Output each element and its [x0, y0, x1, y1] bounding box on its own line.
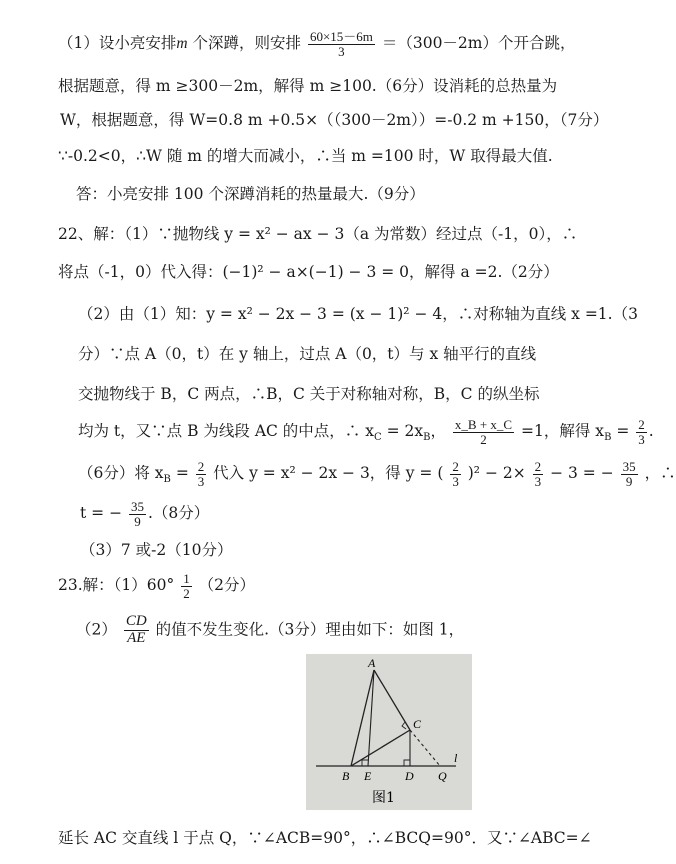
fraction — [621, 460, 638, 488]
label-E: E — [364, 769, 372, 783]
frac-num: x_B + x_C — [454, 417, 513, 432]
frac-den: 2 — [183, 585, 190, 601]
frac-den: 3 — [638, 431, 645, 447]
fraction — [450, 460, 461, 488]
label-D: D — [405, 769, 414, 783]
line-text: 个深蹲，则安排 — [187, 34, 302, 53]
line-text: t = − — [80, 504, 123, 523]
line-text: ∵-0.2<0，∴W 随 m 的增大而减小，∴当 m =100 时，W 取得最大值. — [58, 147, 553, 165]
frac-num: 60×15－6m — [309, 29, 373, 44]
frac-num: 1 — [183, 571, 190, 586]
text-line-17 — [58, 828, 592, 848]
label-B: B — [342, 769, 350, 783]
line-text: 延长 AC 交直线 l 于点 Q，∵∠ACB=90°，∴∠BCQ=90°．又∵∠ABC=∠ — [58, 829, 592, 847]
label-C: C — [413, 717, 422, 731]
fraction — [124, 614, 149, 647]
line-text: − 3 = − — [550, 464, 614, 483]
text-line-6 — [58, 224, 577, 244]
text-line-4 — [58, 146, 553, 166]
text-line-15 — [58, 572, 255, 600]
line-text: 代入 y = x² − 2x − 3，得 y = ( — [213, 464, 444, 483]
fraction — [533, 460, 544, 488]
line-text: = — [611, 422, 635, 441]
frac-num: 35 — [622, 459, 636, 474]
line-text: （6分）将 x — [78, 464, 164, 483]
line-text: 22、解：（1）∵抛物线 y = x² − ax − 3（a 为常数）经过点（-1，0），∴ — [58, 225, 578, 243]
frac-den: 2 — [480, 431, 487, 447]
line-text: 交抛物线于 B，C 两点，∴B，C 关于对称轴对称，B，C 的纵坐标 — [78, 385, 540, 403]
text-line-5 — [76, 184, 425, 204]
fraction — [196, 460, 207, 488]
frac-num: 35 — [131, 499, 144, 514]
line-text: ＝（300－2m）个开合跳， — [381, 34, 576, 53]
figure-1 — [306, 654, 472, 810]
frac-num: 2 — [534, 459, 542, 474]
text-line-1 — [58, 30, 576, 58]
frac-num: 2 — [197, 459, 205, 474]
text-line-13 — [80, 500, 209, 528]
geometry-diagram — [306, 654, 472, 810]
frac-den: 3 — [338, 43, 345, 59]
label-Q: Q — [438, 769, 447, 783]
line-text: （3）7 或-2（10分） — [80, 541, 233, 559]
line-text: （2分） — [198, 576, 255, 595]
text-line-11 — [78, 418, 654, 448]
fraction — [308, 30, 375, 58]
text-line-7 — [58, 262, 559, 282]
text-line-8 — [78, 304, 638, 324]
frac-den: 3 — [452, 473, 459, 489]
frac-num: CD — [125, 613, 147, 629]
line-text: 的值不发生变化.（3分）理由如下：如图 1， — [155, 620, 465, 639]
line-text: 将点（-1，0）代入得：(−1)² − a×(−1) − 3 = 0，解得 a =2.（2分） — [58, 263, 559, 281]
line-text: . — [648, 422, 654, 441]
fraction — [181, 572, 192, 600]
subscript: B — [423, 432, 431, 444]
line-text: =1，解得 x — [521, 422, 605, 441]
frac-num: 2 — [452, 459, 459, 474]
line-text: ，∴ — [644, 464, 676, 483]
line-text: )² − 2× — [467, 464, 526, 483]
text-line-9 — [78, 344, 536, 364]
subscript: B — [604, 432, 612, 444]
text-line-14 — [80, 540, 232, 560]
label-l: l — [454, 751, 458, 765]
frac-den: 3 — [197, 473, 205, 489]
line-text: （2） — [76, 620, 117, 639]
subscript: C — [373, 432, 382, 444]
line-text: 均为 t，又∵点 B 为线段 AC 的中点，∴ x — [78, 422, 374, 441]
fraction — [129, 500, 146, 528]
segment-BC — [351, 730, 410, 766]
line-text: W，根据题意，得 W=0.8 m +0.5×（（300－2m））=-0.2 m +150，（7分） — [60, 111, 609, 129]
line-text: 根据题意，得 m ≥300－2m，解得 m ≥100.（6分）设消耗的总热量为 — [58, 77, 558, 95]
frac-den: 9 — [134, 513, 141, 529]
line-text: 分）∵点 A（0，t）在 y 轴上，过点 A（0，t）与 x 轴平行的直线 — [78, 345, 537, 363]
text-line-3 — [60, 110, 608, 130]
line-text: = 2x — [381, 422, 424, 441]
segment-CQ-dashed — [410, 730, 440, 766]
var-m: m — [176, 35, 188, 53]
line-text: = — [170, 464, 194, 483]
line-text: （1）设小亮安排 — [58, 34, 177, 53]
line-text: 23.解：（1）60° — [58, 576, 175, 595]
frac-den: AE — [127, 629, 146, 646]
text-line-16 — [76, 614, 464, 647]
frac-num: 2 — [638, 417, 645, 432]
figure-caption: 图1 — [372, 790, 395, 806]
right-angle-D — [404, 760, 410, 766]
line-text: 答：小亮安排 100 个深蹲消耗的热量最大.（9分） — [76, 185, 425, 203]
line-text: （2）由（1）知：y = x² − 2x − 3 = (x − 1)² − 4，∴对称轴为直线 x =1.（3 — [78, 305, 638, 323]
text-line-2 — [58, 76, 557, 96]
line-text: ， — [430, 422, 446, 441]
label-A: A — [368, 656, 376, 670]
subscript: B — [163, 474, 171, 486]
fraction — [636, 418, 647, 446]
frac-den: 3 — [534, 473, 542, 489]
fraction — [453, 418, 514, 446]
frac-den: 9 — [625, 473, 633, 489]
right-angle-E — [362, 760, 368, 766]
text-line-10 — [78, 384, 539, 404]
line-text: .（8分） — [148, 504, 210, 523]
segment-AC — [374, 670, 410, 730]
text-line-12 — [78, 460, 676, 490]
